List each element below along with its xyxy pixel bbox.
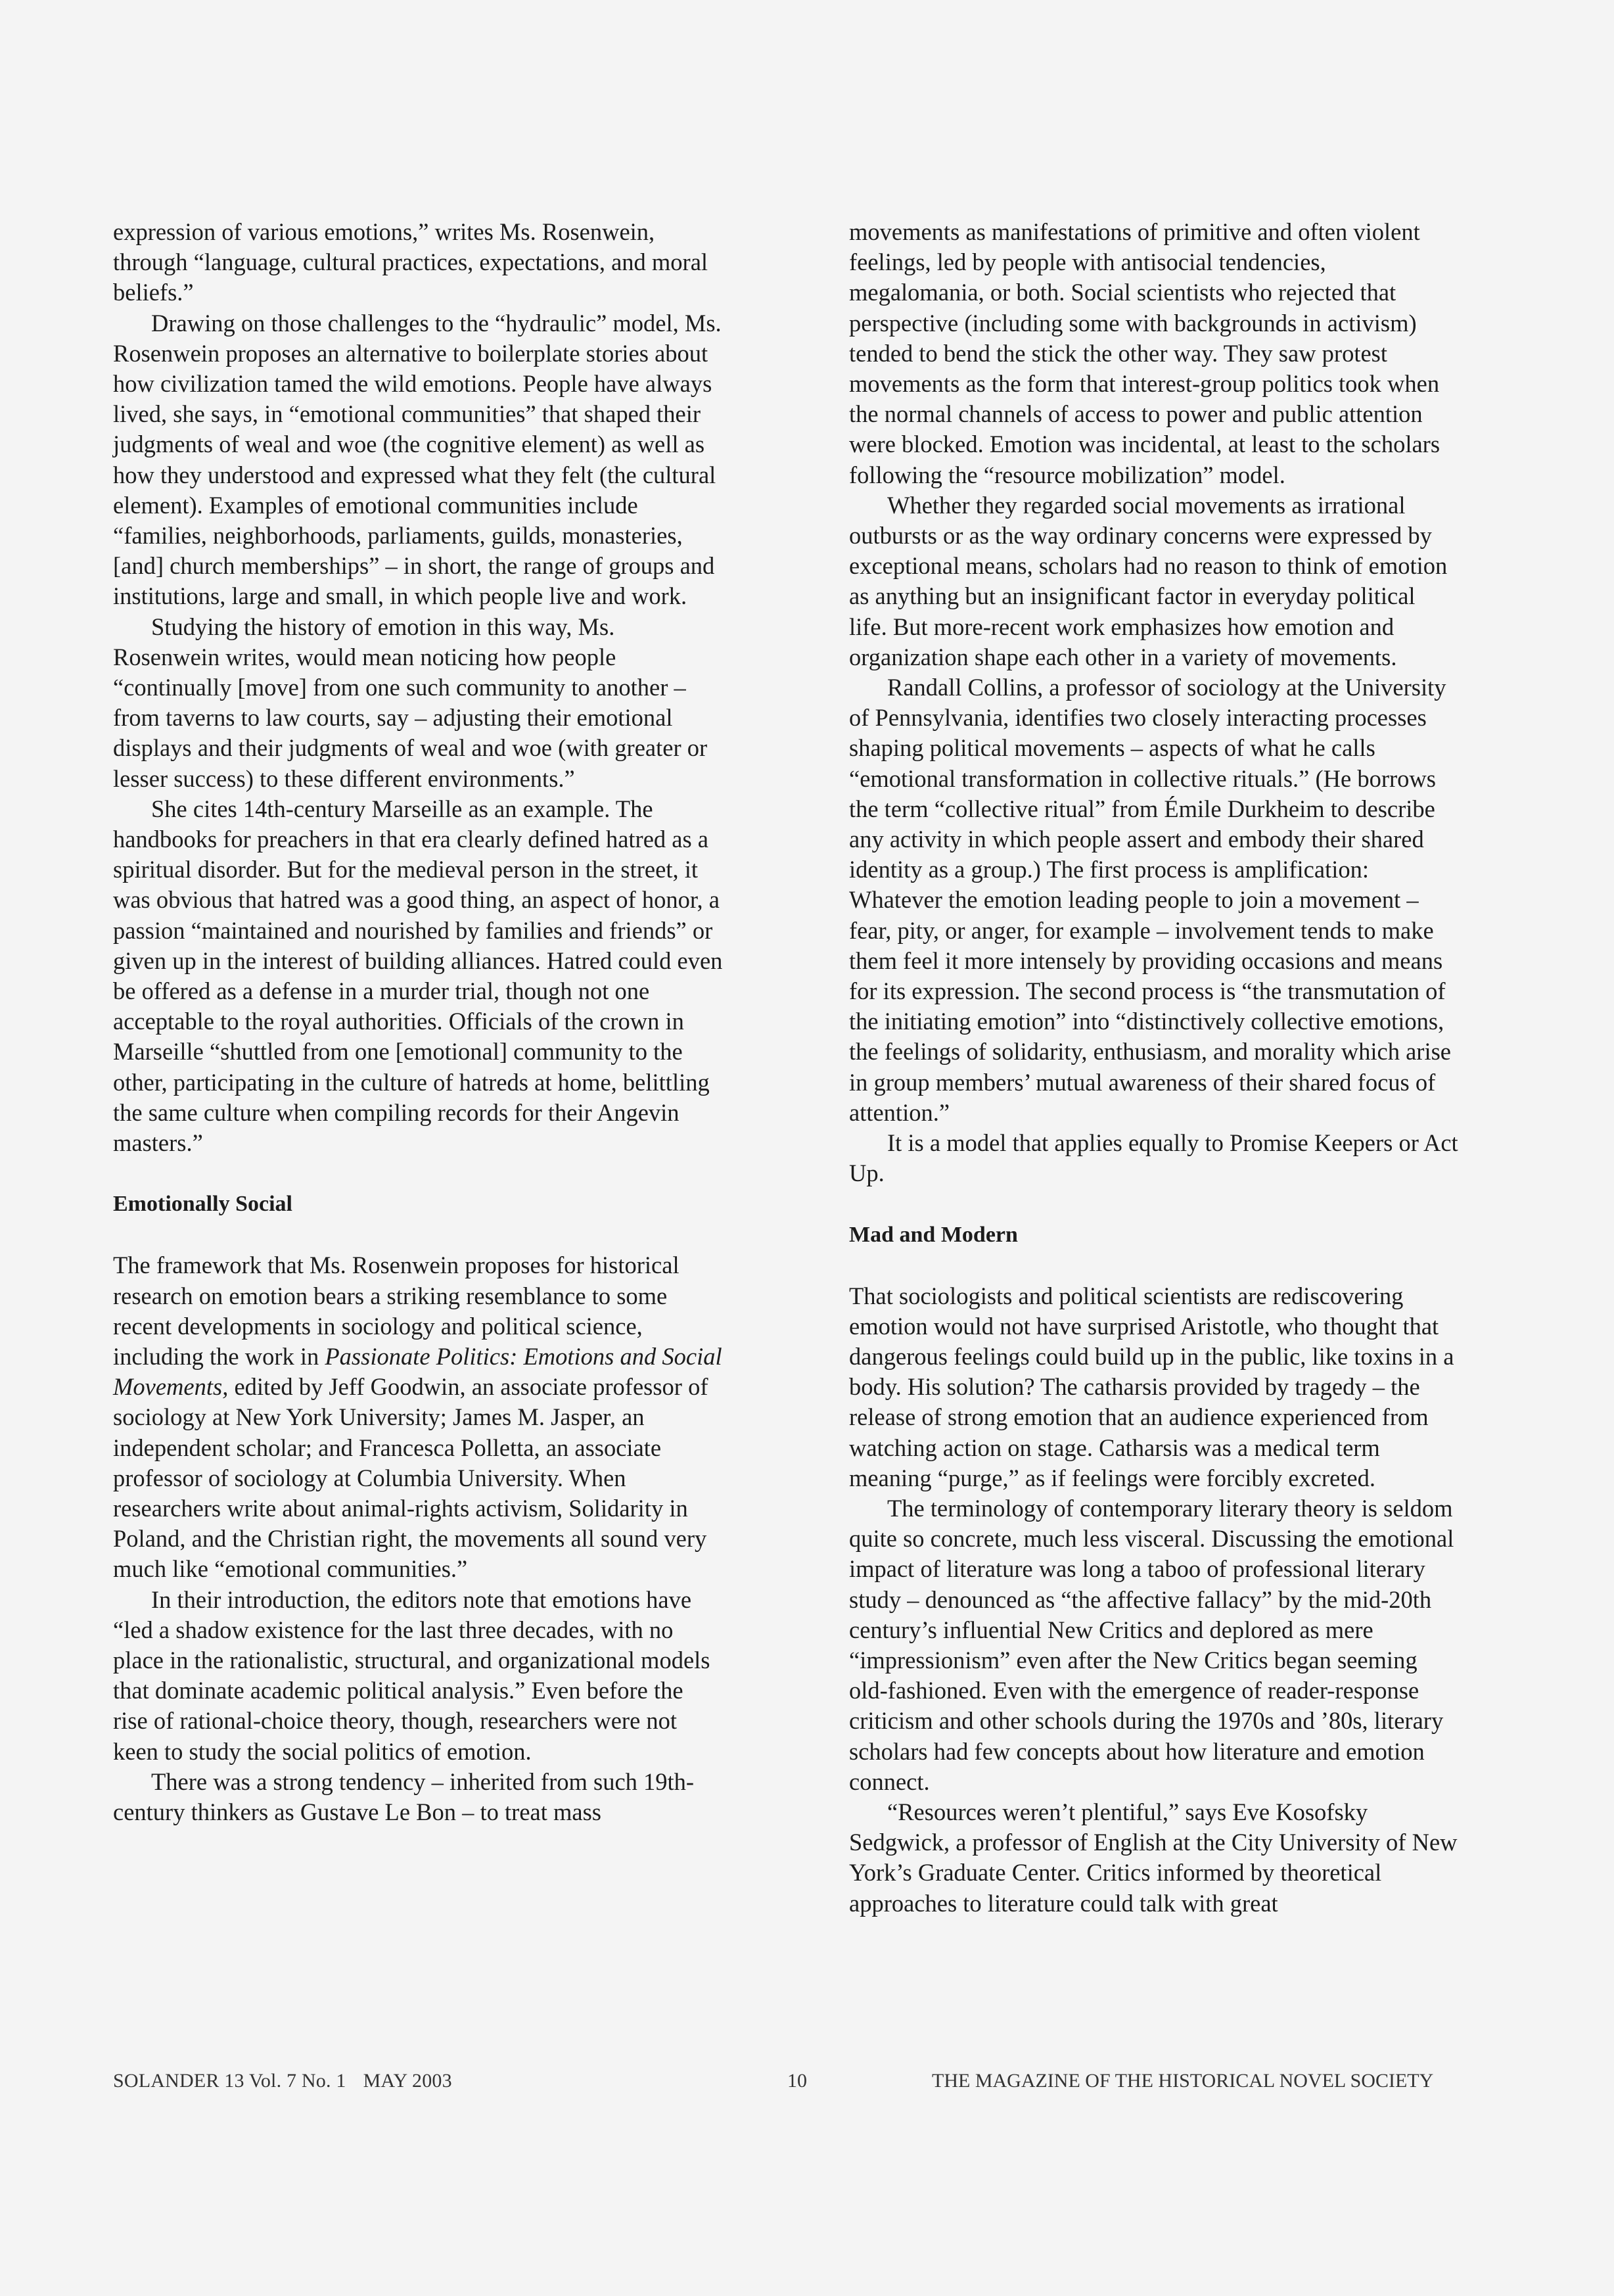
paragraph: “Resources weren’t plentiful,” says Eve Kosofsky Sedgwick, a professor of English at the City University of New York’s Graduate Center. Critics informed by theoretical approaches to literature could talk with great — [849, 1798, 1458, 1917]
footer-issue: SOLANDER 13 Vol. 7 No. 1 — [113, 2070, 346, 2092]
paragraph: Drawing on those challenges to the “hydraulic” model, Ms. Rosenwein proposes an alternative to boilerplate stories about how civilization tamed the wild emotions. People have always lived, she says, in “emotional communities” that shaped their judgments of weal and woe (the cognitive element) as well as how they understood and expressed what they felt (the cultural element). Examples of emotional communities include “families, neighborhoods, parliaments, guilds, monasteries, [and] church memberships” – in short, the range of groups and institutions, large and small, in which people live and work. — [113, 309, 722, 610]
section-heading: Mad and Modern — [849, 1222, 1018, 1247]
paragraph: movements as manifestations of primitive and often violent feelings, led by people with antisocial tendencies, megalomania, or both. Social scientists who rejected that perspective (including some with backgrounds in activism) tended to bend the stick the other way. They saw protest movements as the form that interest-group politics took when the normal channels of access to power and public attention were blocked. Emotion was incidental, at least to the scholars following the “resource mobilization” model. — [849, 218, 1441, 488]
footer-magazine: THE MAGAZINE OF THE HISTORICAL NOVEL SOCIETY — [932, 2070, 1434, 2092]
paragraph: The terminology of contemporary literary theory is seldom quite so concrete, much less visceral. Discussing the emotional impact of literature was long a taboo of professional literary study – denounced as “the affective fallacy” by the mid-20th century’s influential New Critics and deplored as mere “impressionism” even after the New Critics began seeming old-fashioned. Even with the emergence of reader-response criticism and other schools during the 1970s and ’80s, literary scholars had few concepts about how literature and emotion connect. — [849, 1494, 1454, 1795]
page-number: 10 — [787, 2070, 807, 2092]
paragraph: expression of various emotions,” writes Ms. Rosenwein, through “language, cultural practices, expectations, and moral beliefs.” — [113, 218, 708, 306]
paragraph: Randall Collins, a professor of sociology at the University of Pennsylvania, identifies two closely interacting processes shaping political movements – aspects of what he calls “emotional transformation in collective rituals.” (He borrows the term “collective ritual” from Émile Durkheim to describe any activity in which people assert and embody their shared identity as a group.) The first process is amplification: Whatever the emotion leading people to join a movement – fear, pity, or anger, for example – involvement tends to make them feel it more intensely by providing occasions and means for its expression. The second process is “the transmutation of the initiating emotion” into “distinctively collective emotions, the feelings of solidarity, enthusiasm, and morality which arise in group members’ mutual awareness of their shared focus of attention.” — [849, 674, 1451, 1126]
paragraph: It is a model that applies equally to Promise Keepers or Act Up. — [849, 1129, 1458, 1187]
left-column — [113, 217, 723, 1827]
book-title: Passionate Politics: Emotions and Social Movements, — [113, 1342, 722, 1401]
paragraph: There was a strong tendency – inherited from such 19th-century thinkers as Gustave Le Bon – to treat mass — [113, 1768, 695, 1825]
paragraph-text: The framework that Ms. Rosenwein proposes for historical research on emotion bears a striking resemblance to some recent developments in sociology and political science, including the work in — [113, 1252, 680, 1370]
paragraph: She cites 14th-century Marseille as an example. The handbooks for preachers in that era clearly defined hatred as a spiritual disorder. But for the medieval person in the street, it was obvious that hatred was a good thing, an aspect of honor, a passion “maintained and nourished by families and friends” or given up in the interest of building alliances. Hatred could even be offered as a defense in a murder trial, though not one acceptable to the royal authorities. Officials of the crown in Marseille “shuttled from one [emotional] community to the other, participating in the culture of hatreds at home, belittling the same culture when compiling records for their Angevin masters.” — [113, 795, 723, 1157]
right-column — [849, 217, 1459, 1919]
paragraph: That sociologists and political scientists are rediscovering emotion would not have surprised Aristotle, who thought that dangerous feelings could build up in the public, like toxins in a body. His solution? The catharsis provided by tragedy – the release of strong emotion that an audience experienced from watching action on stage. Catharsis was a medical term meaning “purge,” as if feelings were forcibly excreted. — [849, 1282, 1454, 1491]
paragraph-text: edited by Jeff Goodwin, an associate professor of sociology at New York University; James M. Jasper, an independent scholar; and Francesca Polletta, an associate professor of sociology at Columbia University. When researchers write about animal-rights activism, Solidarity in Poland, and the Christian right, the movements all sound very much like “emotional communities.” — [113, 1373, 708, 1583]
paragraph — [113, 1250, 723, 1584]
footer-date: MAY 2003 — [363, 2070, 452, 2092]
footer-publication — [113, 2069, 452, 2093]
section-heading: Emotionally Social — [113, 1192, 292, 1217]
paragraph: In their introduction, the editors note that emotions have “led a shadow existence for the last three decades, with no place in the rationalistic, structural, and organizational models that dominate academic political analysis.” Even before the rise of rational-choice theory, though, researchers were not keen to study the social politics of emotion. — [113, 1585, 710, 1765]
paragraph: Studying the history of emotion in this way, Ms. Rosenwein writes, would mean noticing how people “continually [move] from one such community to another – from taverns to law courts, say – adjusting their emotional displays and their judgments of weal and woe (with greater or lesser success) to these different environments.” — [113, 613, 708, 792]
paragraph: Whether they regarded social movements as irrational outbursts or as the way ordinary concerns were expressed by exceptional means, scholars had no reason to think of emotion as anything but an insignificant factor in everyday political life. But more-recent work emphasizes how emotion and organization shape each other in a variety of movements. — [849, 491, 1448, 670]
